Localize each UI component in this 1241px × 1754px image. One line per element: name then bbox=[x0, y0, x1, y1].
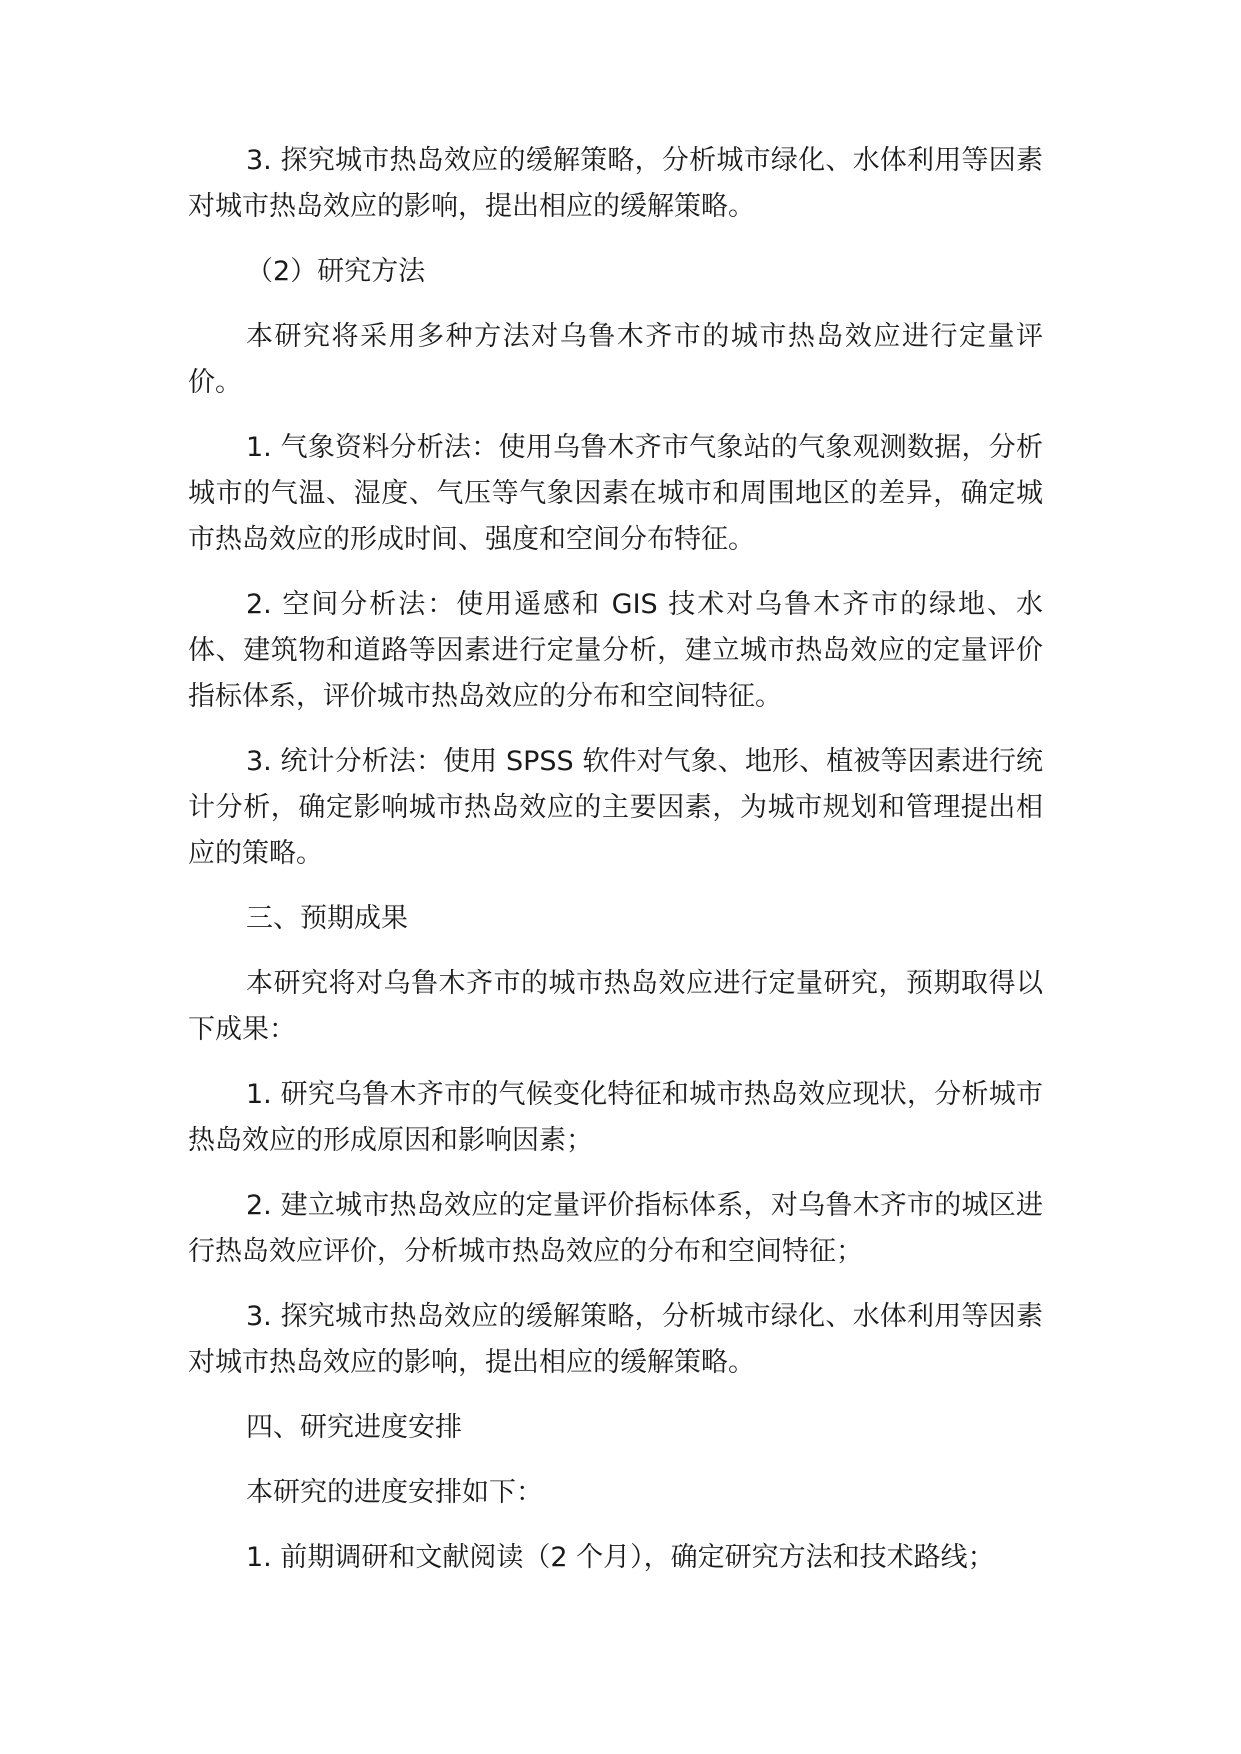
paragraph-schedule-intro: 本研究的进度安排如下： bbox=[246, 1477, 543, 1508]
paragraph-schedule-1: 1. 前期调研和文献阅读（2 个月），确定研究方法和技术路线； bbox=[246, 1542, 995, 1573]
paragraph-strategy-goal: 3. 探究城市热岛效应的缓解策略，分析城市绿化、水体利用等因素对城市热岛效应的影响，提出相应的缓解策略。 bbox=[188, 145, 1043, 222]
paragraph-methods-intro: 本研究将采用多种方法对乌鲁木齐市的城市热岛效应进行定量评价。 bbox=[188, 321, 1043, 398]
paragraph-method-spatial: 2. 空间分析法：使用遥感和 GIS 技术对乌鲁木齐市的绿地、水体、建筑物和道路等因素进行定量分析，建立城市热岛效应的定量评价指标体系，评价城市热岛效应的分布和空间特征。 bbox=[188, 589, 1043, 712]
paragraph-result-1: 1. 研究乌鲁木齐市的气候变化特征和城市热岛效应现状，分析城市热岛效应的形成原因和影响因素； bbox=[188, 1079, 1043, 1156]
paragraph-method-statistical: 3. 统计分析法：使用 SPSS 软件对气象、地形、植被等因素进行统计分析，确定影响城市热岛效应的主要因素，为城市规划和管理提出相应的策略。 bbox=[188, 746, 1043, 869]
paragraph-result-3: 3. 探究城市热岛效应的缓解策略，分析城市绿化、水体利用等因素对城市热岛效应的影响，提出相应的缓解策略。 bbox=[188, 1301, 1043, 1378]
paragraph-result-2: 2. 建立城市热岛效应的定量评价指标体系，对乌鲁木齐市的城区进行热岛效应评价，分析城市热岛效应的分布和空间特征； bbox=[188, 1190, 1043, 1267]
paragraph-results-intro: 本研究将对乌鲁木齐市的城市热岛效应进行定量研究，预期取得以下成果： bbox=[188, 968, 1043, 1045]
section-heading-schedule: 四、研究进度安排 bbox=[246, 1412, 462, 1443]
paragraph-method-meteorological: 1. 气象资料分析法：使用乌鲁木齐市气象站的气象观测数据，分析城市的气温、湿度、气压等气象因素在城市和周围地区的差异，确定城市热岛效应的形成时间、强度和空间分布特征。 bbox=[188, 432, 1043, 555]
section-heading-expected-results: 三、预期成果 bbox=[246, 903, 408, 934]
document-body bbox=[188, 138, 1043, 1600]
section-heading-research-methods: （2）研究方法 bbox=[246, 256, 426, 287]
